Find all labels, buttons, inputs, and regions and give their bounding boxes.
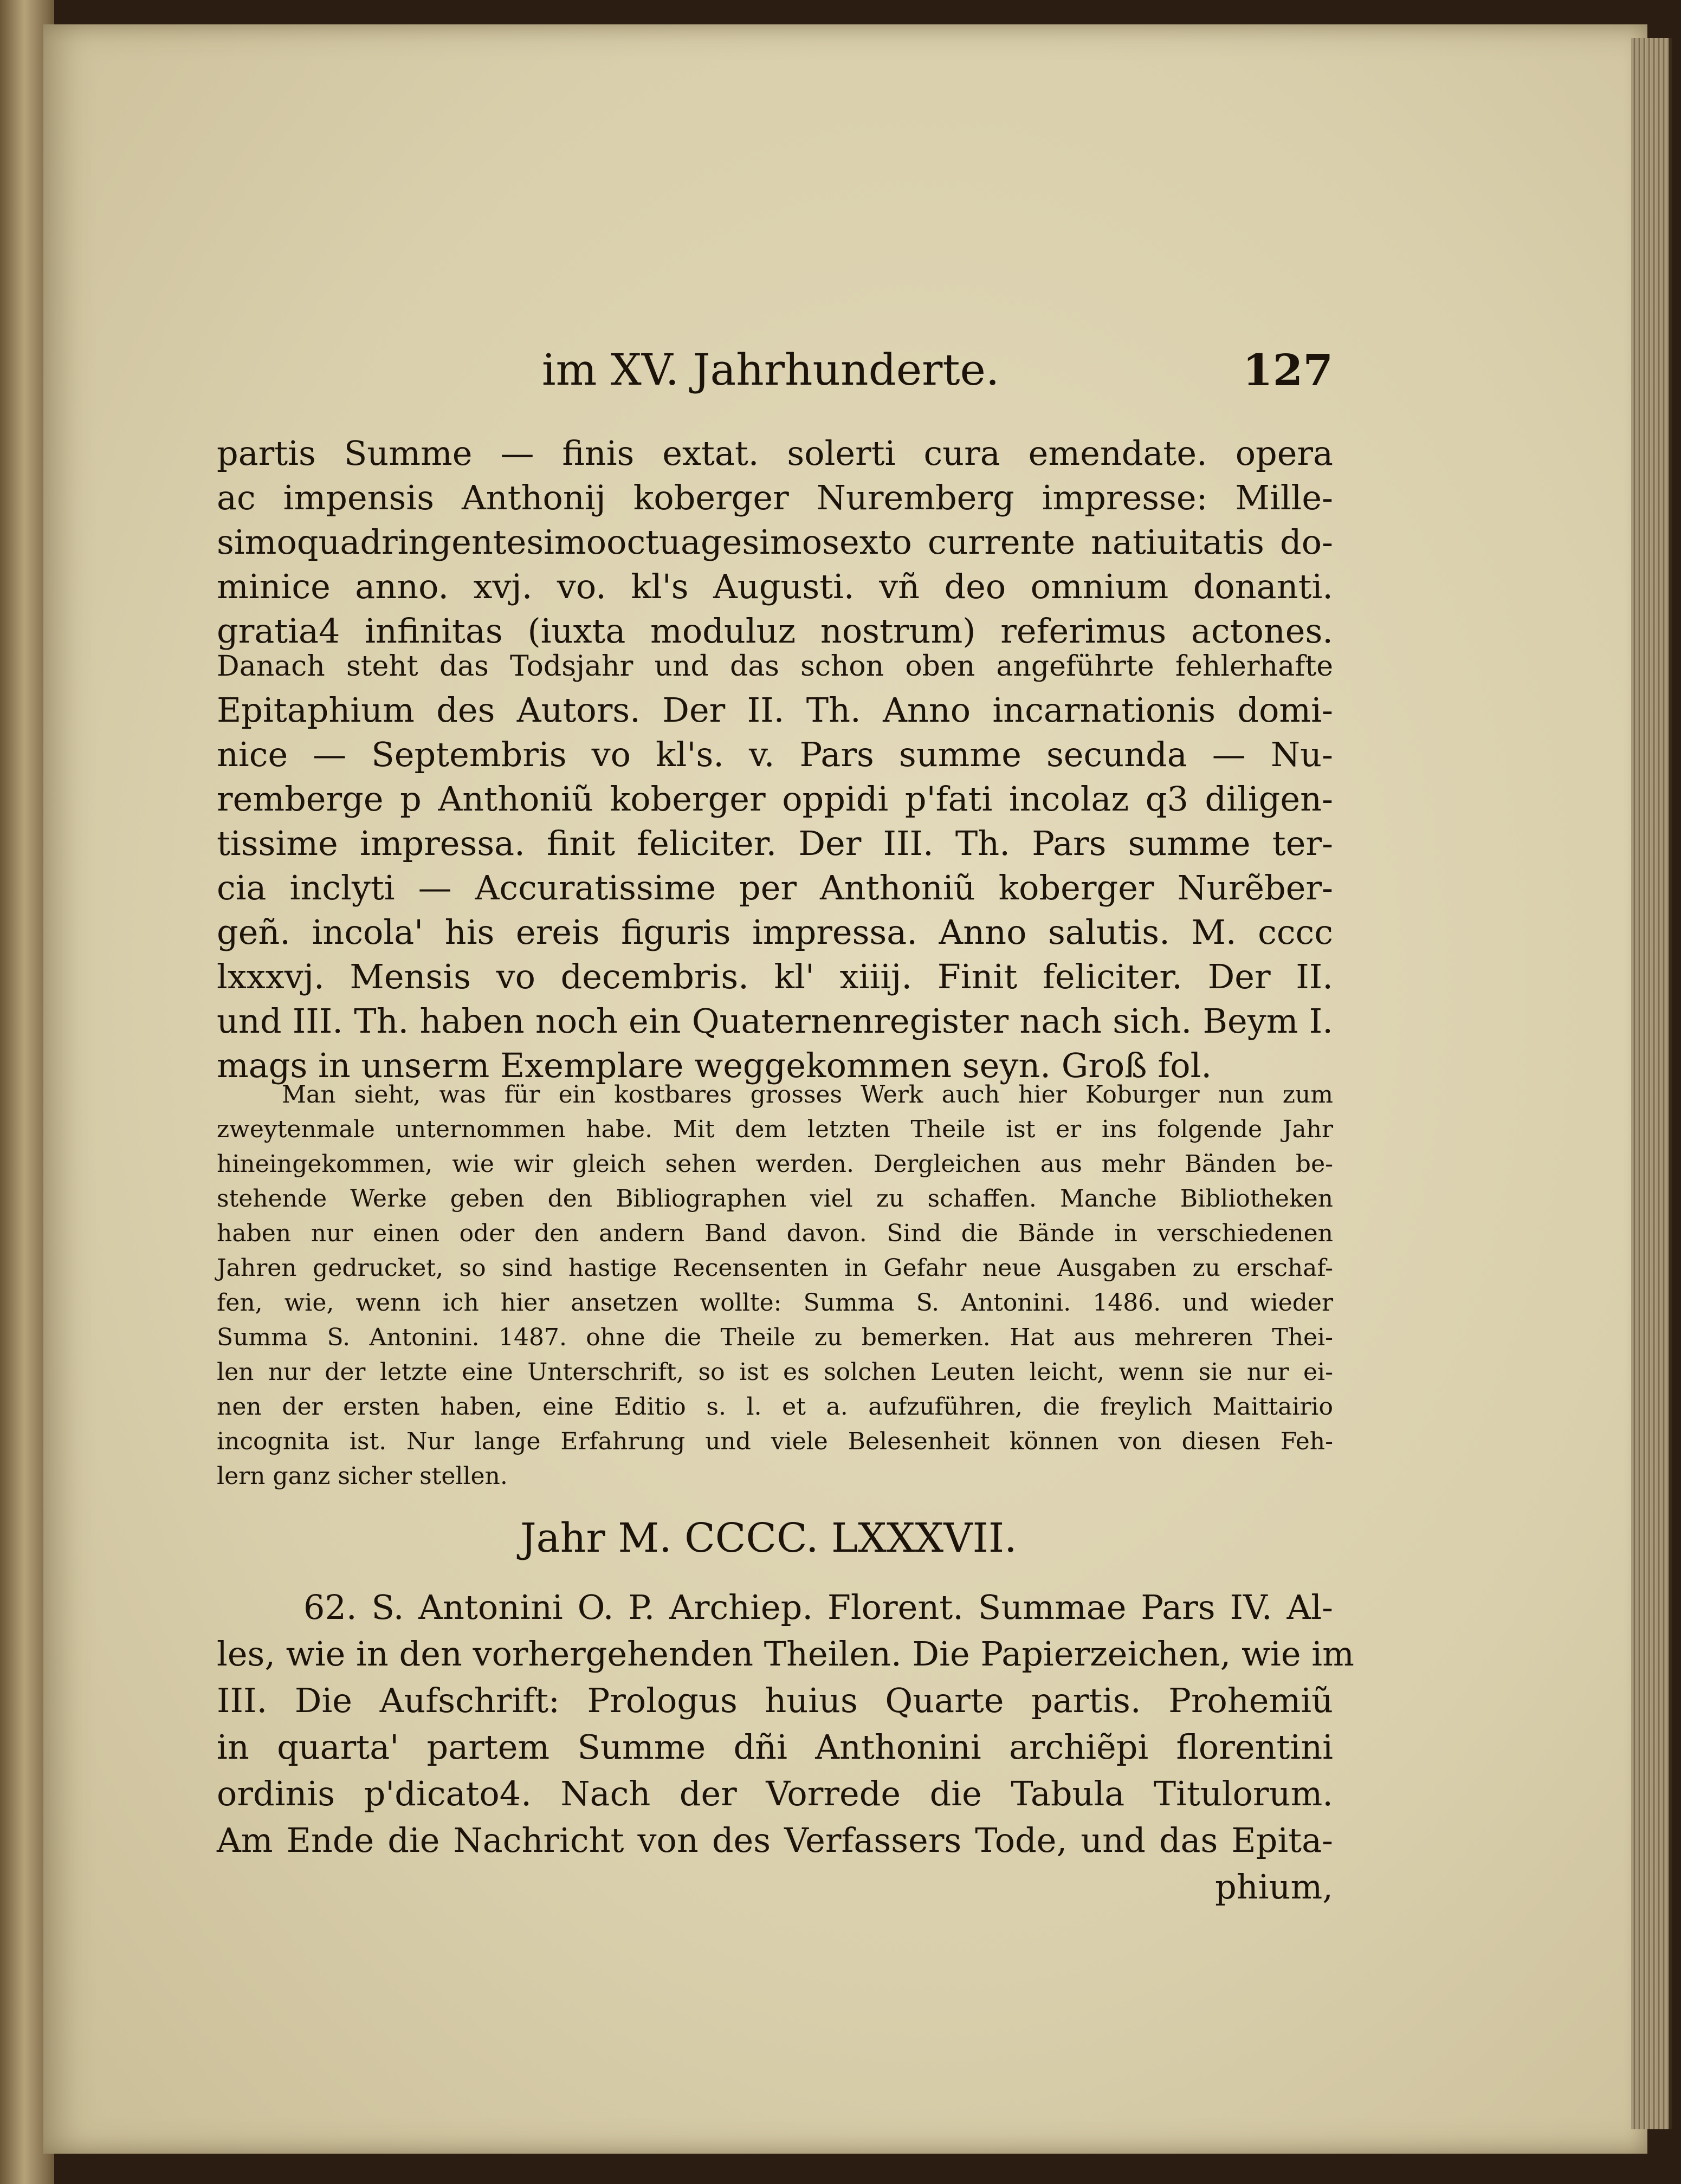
note-line: Summa S. Antonini. 1487. ohne die Theile zu bemerken. Hat aus mehreren Thei- bbox=[217, 1324, 1333, 1351]
note-line: zweytenmale unternommen habe. Mit dem letzten Theile ist er ins folgende Jahr bbox=[217, 1116, 1333, 1143]
page-stack-edges bbox=[1631, 38, 1672, 2129]
text-line: simoquadringentesimooctuagesimosexto currente natiuitatis do- bbox=[217, 522, 1333, 562]
text-line: und III. Th. haben noch ein Quaternenregister nach sich. Beym I. bbox=[217, 1001, 1333, 1041]
entry-line: les, wie in den vorhergehenden Theilen. Die Papierzeichen, wie im bbox=[217, 1634, 1354, 1674]
note-line: lern ganz sicher stellen. bbox=[217, 1462, 508, 1490]
note-line: hineingekommen, wie wir gleich sehen werden. Dergleichen aus mehr Bänden be- bbox=[217, 1150, 1333, 1178]
text-line: lxxxvj. Mensis vo decembris. kl' xiiij. Finit feliciter. Der II. bbox=[217, 957, 1333, 996]
text-line: mags in unserm Exemplare weggekommen seyn. Groß fol. bbox=[217, 1046, 1212, 1085]
text-line: minice anno. xvj. vo. kl's Augusti. vñ deo omnium donanti. bbox=[217, 567, 1333, 606]
year-heading: Jahr M. CCCC. LXXXVII. bbox=[520, 1515, 1017, 1561]
note-line: haben nur einen oder den andern Band davon. Sind die Bände in verschiedenen bbox=[217, 1220, 1333, 1247]
entry-line: ordinis p'dicato4. Nach der Vorrede die Tabula Titulorum. bbox=[217, 1774, 1333, 1813]
note-line: stehende Werke geben den Bibliographen viel zu schaffen. Manche Bibliotheken bbox=[217, 1185, 1333, 1213]
entry-line: Am Ende die Nachricht von des Verfassers Tode, und das Epita- bbox=[217, 1820, 1333, 1860]
entry-line: in quarta' partem Summe dñi Anthonini archiẽpi florentini bbox=[217, 1727, 1333, 1767]
entry-line: III. Die Aufschrift: Prologus huius Quarte partis. Prohemiũ bbox=[217, 1681, 1333, 1720]
text-line: Danach steht das Todsjahr und das schon oben angeführte fehlerhafte bbox=[217, 650, 1333, 683]
note-line: nen der ersten haben, eine Editio s. l. et a. aufzuführen, die freylich Maittairio bbox=[217, 1393, 1333, 1421]
note-line: incognita ist. Nur lange Erfahrung und viele Belesenheit können von diesen Feh- bbox=[217, 1428, 1333, 1455]
page-number: 127 bbox=[1243, 345, 1333, 396]
text-line: partis Summe — finis extat. solerti cura emendate. opera bbox=[217, 433, 1333, 473]
note-line: fen, wie, wenn ich hier ansetzen wollte: Summa S. Antonini. 1486. und wieder bbox=[217, 1289, 1333, 1317]
text-line: nice — Septembris vo kl's. v. Pars summe secunda — Nu- bbox=[217, 735, 1333, 774]
text-line: gratia4 infinitas (iuxta moduluz nostrum) referimus actones. bbox=[217, 611, 1333, 651]
text-line: remberge p Anthoniũ koberger oppidi p'fati incolaz q3 diligen- bbox=[217, 779, 1333, 819]
text-line: geñ. incola' his ereis figuris impressa. Anno salutis. M. cccc bbox=[217, 912, 1333, 952]
note-line: Jahren gedrucket, so sind hastige Recensenten in Gefahr neue Ausgaben zu erschaf- bbox=[217, 1254, 1333, 1282]
entry-line: 62. S. Antonini O. P. Archiep. Florent. Summae Pars IV. Al- bbox=[303, 1587, 1333, 1627]
text-line: cia inclyti — Accuratissime per Anthoniũ koberger Nurẽber- bbox=[217, 868, 1333, 908]
running-header bbox=[217, 340, 1333, 400]
running-title: im XV. Jahrhunderte. bbox=[542, 345, 1000, 395]
note-line: len nur der letzte eine Unterschrift, so ist es solchen Leuten leicht, wenn sie nur ei- bbox=[217, 1358, 1333, 1386]
entry-line: phium, bbox=[1215, 1867, 1333, 1907]
note-line: Man sieht, was für ein kostbares grosses Werk auch hier Koburger nun zum bbox=[282, 1081, 1333, 1109]
text-line: tissime impressa. finit feliciter. Der III. Th. Pars summe ter- bbox=[217, 824, 1333, 863]
text-line: ac impensis Anthonij koberger Nuremberg impresse: Mille- bbox=[217, 478, 1333, 517]
text-line: Epitaphium des Autors. Der II. Th. Anno incarnationis domi- bbox=[217, 690, 1333, 730]
